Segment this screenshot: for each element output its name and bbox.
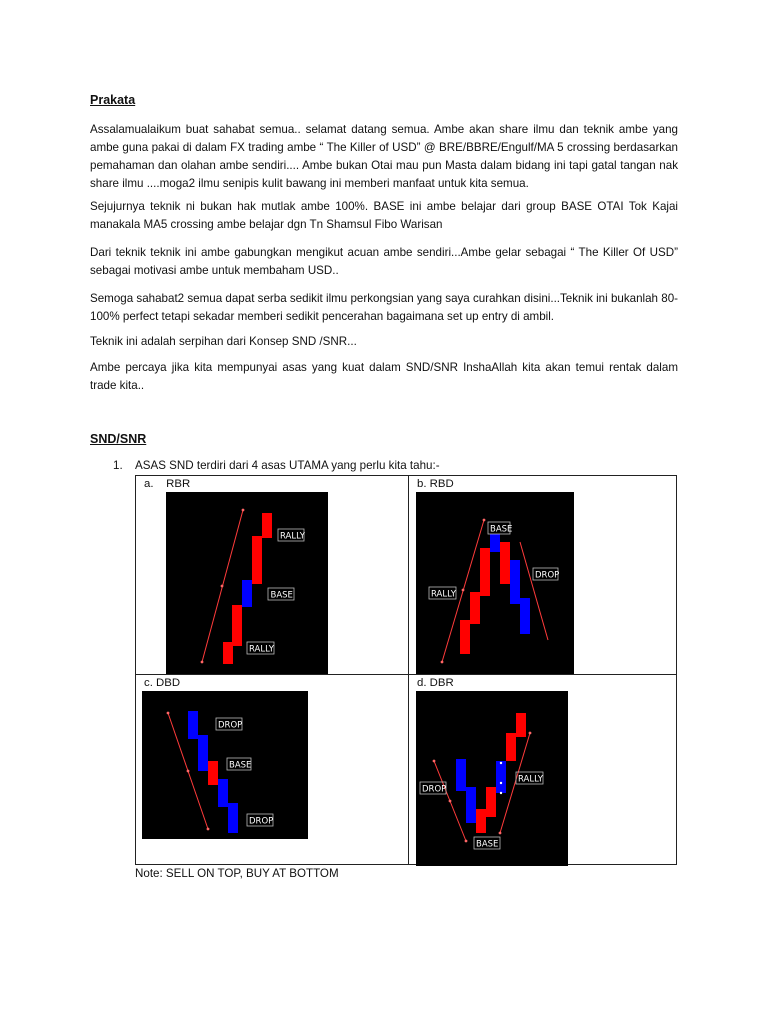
candle-bear	[228, 803, 238, 833]
candle-bull	[223, 642, 233, 664]
cell-label-rbr: a. RBR	[144, 478, 191, 490]
candle-bull	[252, 536, 262, 584]
chart-rbd	[416, 492, 574, 674]
marker-dot	[500, 792, 502, 794]
candle-bear	[510, 560, 520, 604]
trend-point	[441, 661, 444, 664]
candle-bull	[476, 809, 486, 833]
list-item	[113, 459, 440, 472]
trend-point	[433, 760, 436, 763]
chart-dbd	[142, 691, 308, 839]
tag-drop-bottom: DROP	[249, 816, 274, 827]
candle-bull	[506, 733, 516, 761]
cell-label-dbd: c. DBD	[144, 677, 181, 689]
tag-rally-top: RALLY	[280, 531, 305, 542]
pattern-table	[135, 475, 677, 865]
tag-rally-bottom: RALLY	[249, 644, 274, 655]
candle-bull	[262, 513, 272, 538]
tag-drop: DROP	[422, 784, 447, 795]
candle-bear	[242, 580, 252, 607]
candle-bear	[456, 759, 466, 791]
trend-point	[449, 800, 452, 803]
candle-bull	[460, 620, 470, 654]
trend-point	[242, 509, 245, 512]
chart-dbr	[416, 691, 568, 866]
candle-bear	[218, 779, 228, 807]
trend-point	[462, 589, 465, 592]
table-divider-horizontal	[136, 674, 676, 675]
candle-bull	[486, 787, 496, 817]
paragraph-semoga: Semoga sahabat2 semua dapat serba sedikit ilmu perkongsian yang saya curahkan disini...Teknik ini bukanlah 80-100% perfect tetapi sekadar memberi sedikit pencerahan bagaimana set up entry di ambil.	[90, 292, 678, 323]
chart-rbd-svg	[416, 492, 574, 674]
paragraph-percaya: Ambe percaya jika kita mempunyai asas yang kuat dalam SND/SNR InshaAllah kita akan temui rentak dalam trade kita..	[90, 361, 678, 392]
trend-point	[221, 585, 224, 588]
candle-bull	[516, 713, 526, 737]
candle-bear	[490, 534, 500, 552]
candle-bear	[188, 711, 198, 739]
candle-bull	[480, 548, 490, 596]
trend-point	[499, 832, 502, 835]
candle-bull	[208, 761, 218, 785]
paragraph-serpihan: Teknik ini adalah serpihan dari Konsep SND /SNR...	[90, 335, 357, 348]
table-divider-vertical	[408, 476, 409, 864]
chart-dbr-svg	[416, 691, 568, 866]
candle-bull	[232, 605, 242, 646]
list-text: ASAS SND terdiri dari 4 asas UTAMA yang perlu kita tahu:-	[135, 459, 440, 472]
trend-point	[167, 712, 170, 715]
candle-bear	[466, 787, 476, 823]
trend-point	[201, 661, 204, 664]
chart-rbr-svg	[166, 492, 328, 674]
marker-dot	[500, 782, 502, 784]
paragraph-intro: Assalamualaikum buat sahabat semua.. selamat datang semua. Ambe akan share ilmu dan teknik ambe yang ambe guna pakai di dalam FX trading ambe “ The Killer of USD” @ BRE/BBRE/Engulf/MA 5 crossing berdasarkan pemahaman dan olahan ambe sendiri.... Ambe bukan Otai mau pun Masta dalam bidang ini tapi gatal tangan nak share ilmu ....moga2 ilmu senipis kulit bawang ini memberi manfaat untuk kita semua.	[90, 123, 678, 190]
paragraph-sejujurnya: Sejujurnya teknik ni bukan hak mutlak ambe 100%. BASE ini ambe belajar dari group BASE OTAI Tok Kajai manakala MA5 crossing ambe belajar dgn Tn Shamsul Fibo Warisan	[90, 200, 678, 231]
list-number: 1.	[113, 459, 123, 472]
tag-drop-top: DROP	[218, 720, 243, 731]
marker-dot	[500, 762, 502, 764]
trend-point	[529, 732, 532, 735]
tag-rally: RALLY	[518, 774, 543, 785]
snd-heading: SND/SNR	[90, 432, 147, 446]
candle-bull	[470, 592, 480, 624]
trend-point	[207, 828, 210, 831]
cell-label-dbr: d. DBR	[417, 677, 454, 689]
chart-rbr	[166, 492, 328, 674]
tag-base: BASE	[490, 524, 513, 535]
chart-dbd-svg	[142, 691, 308, 839]
tag-rally: RALLY	[431, 589, 456, 600]
trend-point	[465, 840, 468, 843]
candle-bear	[198, 735, 208, 771]
tag-base: BASE	[270, 590, 293, 601]
tag-drop: DROP	[535, 570, 560, 581]
candle-bear	[496, 761, 506, 793]
paragraph-gabungkan: Dari teknik teknik ini ambe gabungkan mengikut acuan ambe sendiri...Ambe gelar sebagai “ The Killer Of USD” sebagai motivasi ambe untuk membaham USD..	[90, 246, 678, 277]
trend-point	[483, 519, 486, 522]
cell-label-rbd: b. RBD	[417, 478, 454, 490]
candle-bear	[520, 598, 530, 634]
tag-base: BASE	[476, 839, 499, 850]
tag-base: BASE	[229, 760, 252, 771]
prakata-heading: Prakata	[90, 93, 136, 107]
trend-point	[187, 770, 190, 773]
candle-bull	[500, 542, 510, 584]
note-text: Note: SELL ON TOP, BUY AT BOTTOM	[135, 867, 339, 880]
